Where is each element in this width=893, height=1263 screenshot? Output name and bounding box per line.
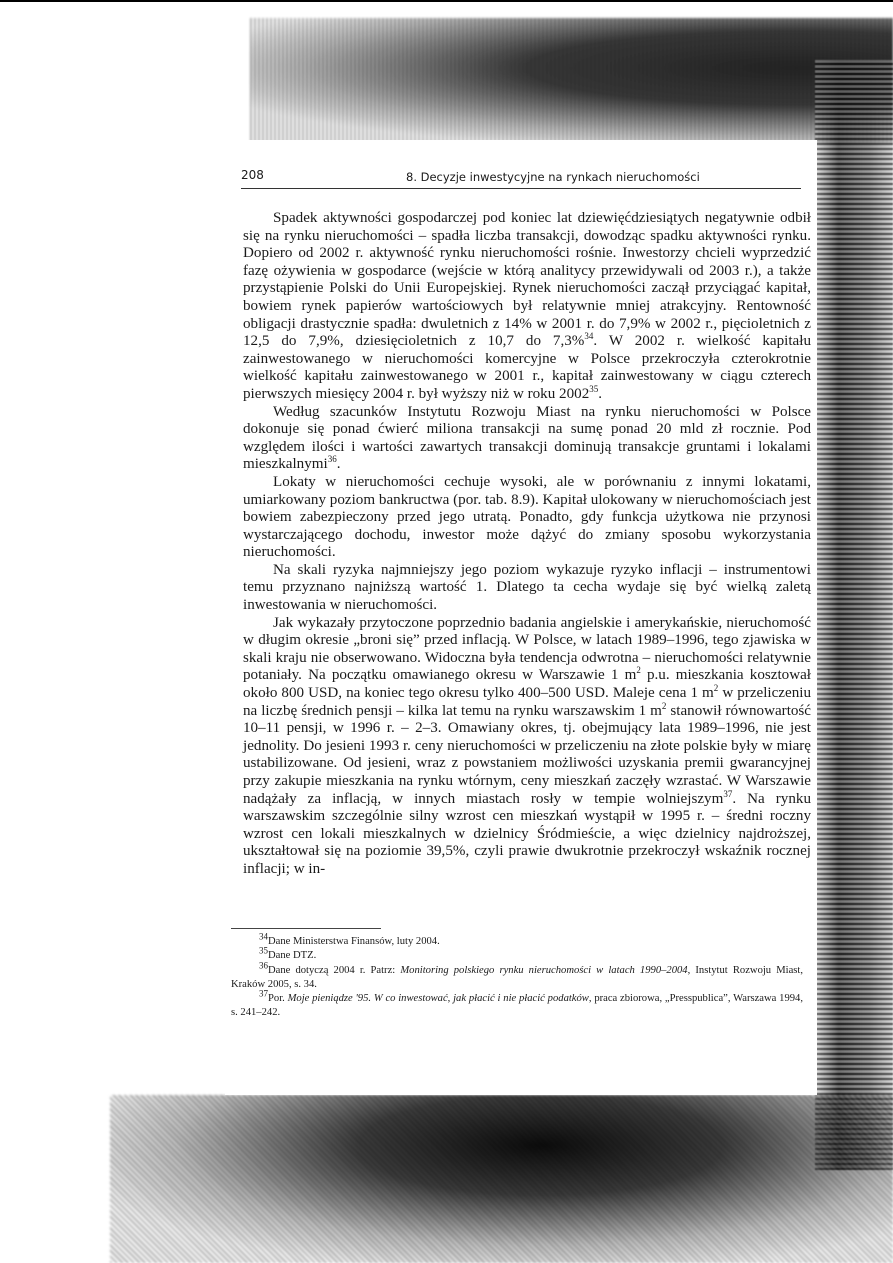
- footnote: $^{37}$Por. Moje pieniądze '95. W co inwestować, jak płacić i nie płacić podatków, praca zbiorowa, „Presspublica”, Warszawa 1994, s. 241–242.: [231, 988, 803, 1019]
- paragraph: Jak wykazały przytoczone poprzednio badania angielskie i amerykańskie, nieruchomość w długim okresie „broni się” przed inflacją. W Polsce, w latach 1989–1996, tego zjawiska w skali kraju nie obserwowano. Widoczna była tendencja odwrotna – nieruchomości relatywnie potaniały. Na początku omawianego okresu w Warszawie 1 $m^2$ p.u. mieszkania kosztował około 800 USD, na koniec tego okresu tylko 400–500 USD. Maleje cena 1 $m^2$ w przeliczeniu na liczbę średnich pensji – kilka lat temu na rynku warszawskim 1 $m^2$ stanowił równowartość 10–11 pensji, w 1996 r. – 2–3. Omawiany okres, tj. obejmujący lata 1989–1996, nie jest jednolity. Do jesieni 1993 r. ceny nieruchomości w przeliczeniu na złote polskie były w miarę ustabilizowane. Od jesieni, wraz z powstaniem możliwości uzyskania premii gwarancyjnej przy zakupie mieszkania na rynku wtórnym, ceny mieszkań zaczęły wzrastać. W Warszawie nadążały za inflacją, w innych miastach rosły w tempie wolniejszym$^{37}$. Na rynku warszawskim szczególnie silny wzrost cen mieszkań wystąpił w 1995 r. – średni roczny wzrost cen lokali mieszkalnych w dzielnicy Śródmieście, a więc dzielnicy najdroższej, ukształtował się na poziomie 39,5%, czyli prawie dwukrotnie przekroczył wskaźnik rocznej inflacji; w in-: [243, 614, 812, 877]
- chapter-title: 8. Decyzje inwestycyjne na rynkach nieruchomości: [406, 170, 700, 184]
- footnote-ref: 35: [589, 383, 599, 394]
- page-number: 208: [241, 168, 264, 182]
- footnote-ref: 34: [584, 331, 594, 342]
- footnote-divider: [231, 928, 381, 929]
- paragraph: Spadek aktywności gospodarczej pod koniec lat dziewięćdziesiątych negatywnie odbił się na rynku nieruchomości – spadła liczba transakcji, dowodząc spadku aktywności rynku. Dopiero od 2002 r. aktywność rynku nieruchomości rośnie. Inwestorzy chcieli wyprzedzić fazę ożywienia w gospodarce (wejście w którą analitycy przewidywali od 2003 r.), a także przystąpienie Polski do Unii Europejskiej. Rynek nieruchomości zaczął przyciągać kapitał, bowiem rynek papierów wartościowych był relatywnie mniej atrakcyjny. Rentowność obligacji drastycznie spadła: dwuletnich z 14% w 2001 r. do 7,9% w 2002 r., pięcioletnich z 12,5 do 7,9%, dziesięcioletnich z 10,7 do 7,3%$^{34}$. W 2002 r. wielkość kapitału zainwestowanego w nieruchomości komercyjne w Polsce przekroczyła czterokrotnie wielkość kapitału zainwestowanego w 2001 r., kapitał zainwestowany w ciągu czterech pierwszych miesięcy 2004 r. był wyższy niż w roku 2002$^{35}$.: [243, 210, 811, 402]
- running-head: [241, 168, 801, 189]
- scan-shadow-bottom: [110, 1095, 893, 1263]
- book-page: [225, 140, 817, 1095]
- footnotes: [231, 931, 803, 1021]
- scan-top-edge: [0, 0, 893, 2]
- scan-shadow-top: [250, 18, 893, 143]
- footnote-ref: 37: [723, 788, 733, 799]
- paragraph: Lokaty w nieruchomości cechuje wysoki, ale w porównaniu z innymi lokatami, umiarkowany poziom bankructwa (por. tab. 8.9). Kapitał ulokowany w nieruchomościach jest bowiem zabezpieczony przed jego utratą. Ponadto, gdy funkcja użytkowa nie przynosi wystarczającego dochodu, inwestor może dążyć do zmiany sposobu wykorzystania nieruchomości.: [243, 473, 811, 561]
- body-text: [243, 210, 811, 879]
- scan-shadow-right: [815, 60, 893, 1170]
- paragraph: Według szacunków Instytutu Rozwoju Miast na rynku nieruchomości w Polsce dokonuje się ponad ćwierć miliona transakcji na sumę ponad 20 mld zł rocznie. Pod względem ilości i wartości zawartych transakcji dominują transakcje gruntami i lokalami mieszkalnymi$^{36}$.: [243, 403, 811, 473]
- footnote: $^{36}$Dane dotyczą 2004 r. Patrz: Monitoring polskiego rynku nieruchomości w latach 1990–2004, Instytut Rozwoju Miast, Kraków 2005, s. 34.: [231, 960, 803, 990]
- footnote: $^{35}$Dane DTZ.: [259, 945, 317, 962]
- paragraph: Na skali ryzyka najmniejszy jego poziom wykazuje ryzyko inflacji – instrumentowi temu przyznano najniższą wartość 1. Dlatego ta cecha wydaje się być wielką zaletą inwestowania w nieruchomości.: [243, 561, 811, 614]
- footnote: $^{34}$Dane Ministerstwa Finansów, luty 2004.: [259, 931, 440, 947]
- footnote-ref: 36: [327, 454, 337, 465]
